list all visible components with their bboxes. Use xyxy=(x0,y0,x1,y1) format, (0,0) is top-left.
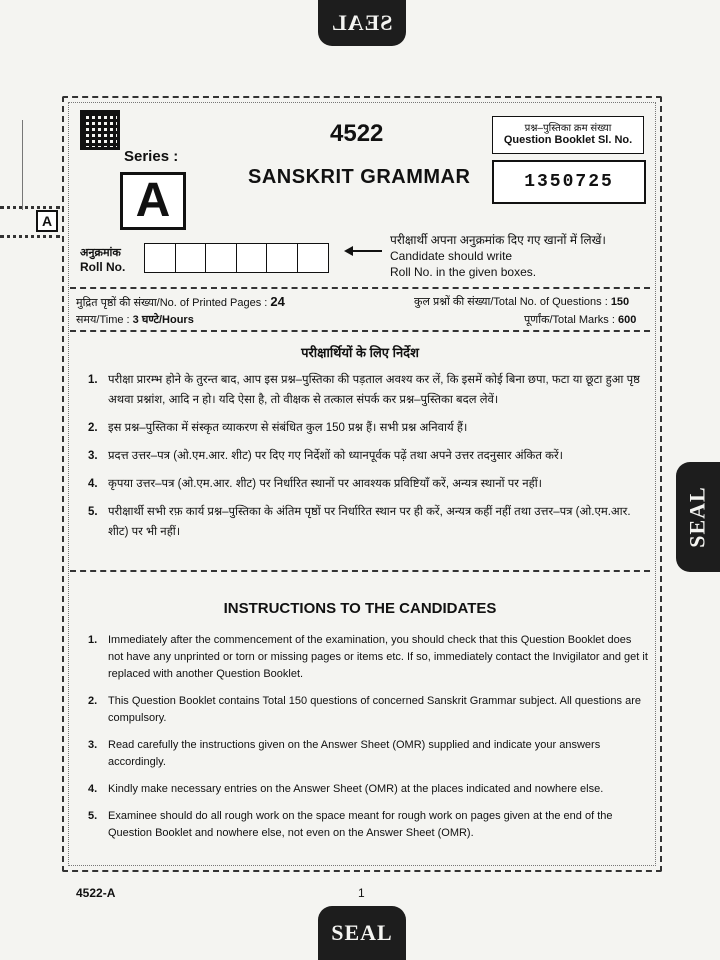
roll-box[interactable] xyxy=(144,243,176,273)
seal-top: SEAL xyxy=(318,0,406,46)
list-item: 2. इस प्रश्न–पुस्तिका में संस्कृत व्याकरण से संबंधित कुल 150 प्रश्न हैं। सभी प्रश्न अनिवार्य हैं। xyxy=(88,422,468,434)
divider xyxy=(70,570,650,572)
printed-pages-value: 24 xyxy=(270,294,285,309)
roll-box[interactable] xyxy=(205,243,237,273)
qr-code xyxy=(80,110,120,150)
list-item: 5. Examinee should do all rough work on the space meant for rough work on pages given at the end of the Question Booklet and nowhere else, not even on the Answer Sheet (OMR). xyxy=(88,810,613,839)
list-item: 5. परीक्षार्थी सभी रफ़ कार्य प्रश्न–पुस्तिका के अंतिम पृष्ठों पर निर्धारित स्थान पर ही करें, अन्यत्र कहीं नहीं तथा उत्तर–पत्र (ओ.एम.आर. शीट) पर भी नहीं। xyxy=(88,506,631,538)
roll-note xyxy=(390,232,606,280)
seal-right: SEAL xyxy=(676,462,720,572)
divider xyxy=(70,287,650,289)
series-value: A xyxy=(120,172,186,230)
english-instructions-list xyxy=(88,632,648,852)
roll-label-en: Roll No. xyxy=(80,260,126,274)
roll-box[interactable] xyxy=(236,243,268,273)
margin-line xyxy=(22,120,23,210)
hindi-instructions-title: परीक्षार्थियों के लिए निर्देश xyxy=(301,345,419,360)
roll-note-en-1: Candidate should write xyxy=(390,249,513,263)
time-allowed: समय/Time : 3 घण्टे/Hours xyxy=(76,314,194,326)
footer-code: 4522-A xyxy=(76,886,116,900)
divider xyxy=(70,330,650,332)
paper-code: 4522 xyxy=(330,120,384,147)
booklet-number-label-hi: प्रश्न–पुस्तिका क्रम संख्या xyxy=(524,123,612,134)
booklet-number-value: 1350725 xyxy=(492,160,646,204)
total-marks-value: 600 xyxy=(617,314,637,326)
hindi-instructions-list xyxy=(88,370,648,550)
roll-note-hi: परीक्षार्थी अपना अनुक्रमांक दिए गए खानों में लिखें। xyxy=(390,233,606,247)
roll-number-boxes[interactable] xyxy=(144,243,327,273)
booklet-number-label-en: Question Booklet Sl. No. xyxy=(503,134,633,146)
side-series-letter: A xyxy=(36,210,58,232)
total-marks: पूर्णांक/Total Marks : 600 xyxy=(524,314,637,326)
list-item: 3. प्रदत्त उत्तर–पत्र (ओ.एम.आर. शीट) पर दिए गए निर्देशों को ध्यानपूर्वक पढ़ें तथा अपने उत्तर तदनुसार अंकित करें। xyxy=(88,450,564,462)
roll-label-hi: अनुक्रमांक xyxy=(80,247,121,259)
arrow-left-icon xyxy=(346,250,382,252)
total-questions: कुल प्रश्नों की संख्या/Total No. of Questions : 150 xyxy=(414,296,630,308)
subject-title: SANSKRIT GRAMMAR xyxy=(248,166,471,188)
list-item: 4. Kindly make necessary entries on the Answer Sheet (OMR) at the places indicated and nowhere else. xyxy=(88,783,604,795)
page-number: 1 xyxy=(358,886,365,900)
list-item: 2. This Question Booklet contains Total 150 questions of concerned Sanskrit Grammar subject. All questions are compulsory. xyxy=(88,695,641,724)
time-value: 3 घण्टे/Hours xyxy=(132,314,194,326)
list-item: 4. कृपया उत्तर–पत्र (ओ.एम.आर. शीट) पर निर्धारित स्थानों पर आवश्यक प्रविष्टियाँ करें, अन्यत्र स्थानों पर नहीं। xyxy=(88,478,543,490)
list-item: 3. Read carefully the instructions given on the Answer Sheet (OMR) supplied and indicate your answers accordingly. xyxy=(88,739,601,768)
list-item: 1. Immediately after the commencement of the examination, you should check that this Question Booklet does not have any unprinted or torn or missing pages or items etc. If so, immediately contact the Invigilator and get it replaced with another Question Booklet. xyxy=(88,634,648,680)
english-instructions-title: INSTRUCTIONS TO THE CANDIDATES xyxy=(223,600,497,617)
seal-bottom: SEAL xyxy=(318,906,406,960)
roll-box[interactable] xyxy=(175,243,207,273)
printed-pages: मुद्रित पृष्ठों की संख्या/No. of Printed Pages : 24 xyxy=(76,294,285,309)
list-item: 1. परीक्षा प्रारम्भ होने के तुरन्त बाद, आप इस प्रश्न–पुस्तिका की पड़ताल अवश्य कर लें, कि इसमें कोई बिना छपा, फटा या छूटा हुआ पृष्ठ अथवा प्रश्नांश, आदि न हो। यदि ऐसा है, तो वीक्षक से तत्काल संपर्क कर प्रश्न–पुस्तिका बदल लेवें। xyxy=(88,374,640,406)
roll-box[interactable] xyxy=(266,243,298,273)
series-label: Series : xyxy=(124,148,179,165)
booklet-number-label xyxy=(492,116,644,154)
roll-box[interactable] xyxy=(297,243,329,273)
roll-note-en-2: Roll No. in the given boxes. xyxy=(390,265,537,279)
total-questions-value: 150 xyxy=(610,296,630,308)
